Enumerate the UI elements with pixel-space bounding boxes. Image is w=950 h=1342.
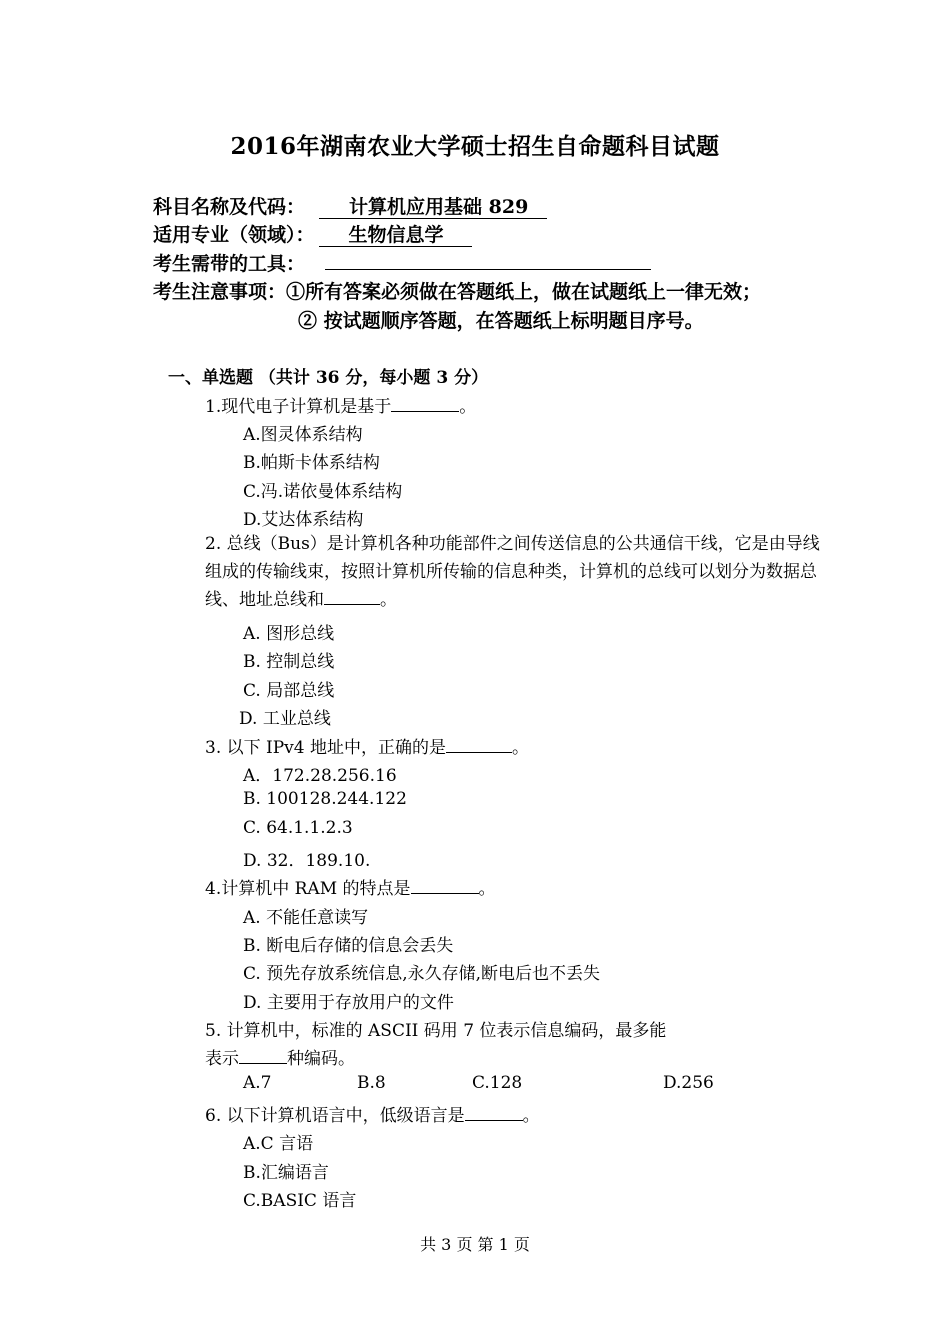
section-heading: 一、单选题 （共计 36 分，每小题 3 分）	[168, 368, 489, 388]
option: A.C 言语	[243, 1134, 314, 1154]
question-stem: 2. 总线（Bus）是计算机各种功能部件之间传送信息的公共通信干线，它是由导线组成的传输线束，按照计算机所传输的信息种类，计算机的总线可以划分为数据总线、地址总线和	[205, 534, 820, 610]
tools-blank	[325, 251, 651, 270]
notes-row-1	[153, 277, 761, 304]
option: C.BASIC 语言	[243, 1191, 357, 1211]
subject-row	[153, 192, 547, 219]
major-row	[153, 220, 472, 247]
question-stem: 1.现代电子计算机是基于	[205, 397, 392, 417]
option: C.冯.诺依曼体系结构	[243, 482, 403, 502]
option: D. 32．189.10.	[243, 851, 371, 871]
option: B. 控制总线	[243, 652, 335, 672]
question-stem-end: 。	[478, 879, 496, 899]
option: C. 64.1.1.2.3	[243, 818, 353, 838]
note-2: ② 按试题顺序答题，在答题纸上标明题目序号。	[298, 310, 704, 332]
option: B.帕斯卡体系结构	[243, 453, 380, 473]
answer-blank	[324, 586, 380, 605]
note-1: ①所有答案必须做在答题纸上，做在试题纸上一律无效；	[286, 281, 762, 303]
option: D. 工业总线	[239, 709, 331, 729]
question-4	[205, 874, 496, 899]
page-footer: 共 3 页 第 1 页	[420, 1235, 530, 1254]
page-title: 2016年湖南农业大学硕士招生自命题科目试题	[230, 133, 720, 160]
tools-row	[153, 249, 651, 276]
answer-blank	[239, 1045, 287, 1064]
option: A.7	[243, 1073, 272, 1093]
option: D.艾达体系结构	[243, 510, 364, 530]
notes-label: 考生注意事项：	[153, 281, 287, 303]
answer-blank	[446, 734, 512, 753]
question-stem: 6. 以下计算机语言中，低级语言是	[205, 1106, 465, 1126]
subject-value: 计算机应用基础 829	[319, 196, 547, 219]
answer-blank	[465, 1102, 523, 1121]
question-2	[205, 530, 830, 614]
subject-label: 科目名称及代码：	[153, 196, 306, 218]
major-value: 生物信息学	[319, 224, 472, 247]
question-stem: 3. 以下 IPv4 地址中，正确的是	[205, 738, 447, 758]
option: D.256	[663, 1073, 714, 1093]
question-stem: 4.计算机中 RAM 的特点是	[205, 879, 411, 899]
question-stem-end: 。	[459, 397, 477, 417]
option: A.图灵体系结构	[243, 425, 363, 445]
tools-label: 考生需带的工具：	[153, 253, 306, 275]
question-1	[205, 392, 476, 417]
option: C.128	[472, 1073, 523, 1093]
question-stem: 表示	[205, 1049, 239, 1069]
option: D. 主要用于存放用户的文件	[243, 993, 454, 1013]
option: B. 断电后存储的信息会丢失	[243, 936, 454, 956]
question-3	[205, 733, 529, 758]
question-6	[205, 1101, 540, 1126]
option: B.汇编语言	[243, 1163, 329, 1183]
major-label: 适用专业（领域）：	[153, 224, 315, 246]
question-stem-end: 种编码。	[287, 1049, 355, 1069]
option: B.8	[357, 1073, 386, 1093]
answer-blank	[411, 875, 479, 894]
question-stem-end: 。	[522, 1106, 540, 1126]
option: A．172.28.256.16	[243, 766, 397, 786]
question-stem-end: 。	[512, 738, 530, 758]
question-5-line-2	[205, 1044, 355, 1069]
answer-blank	[391, 393, 459, 412]
option: C. 预先存放系统信息,永久存储,断电后也不丢失	[243, 964, 601, 984]
question-stem-end: 。	[380, 590, 397, 610]
option: C. 局部总线	[243, 681, 335, 701]
option: A. 不能任意读写	[243, 908, 369, 928]
option: A. 图形总线	[243, 624, 335, 644]
option: B. 100128.244.122	[243, 789, 407, 809]
question-5-line-1: 5. 计算机中，标准的 ASCII 码用 7 位表示信息编码，最多能	[205, 1021, 667, 1041]
